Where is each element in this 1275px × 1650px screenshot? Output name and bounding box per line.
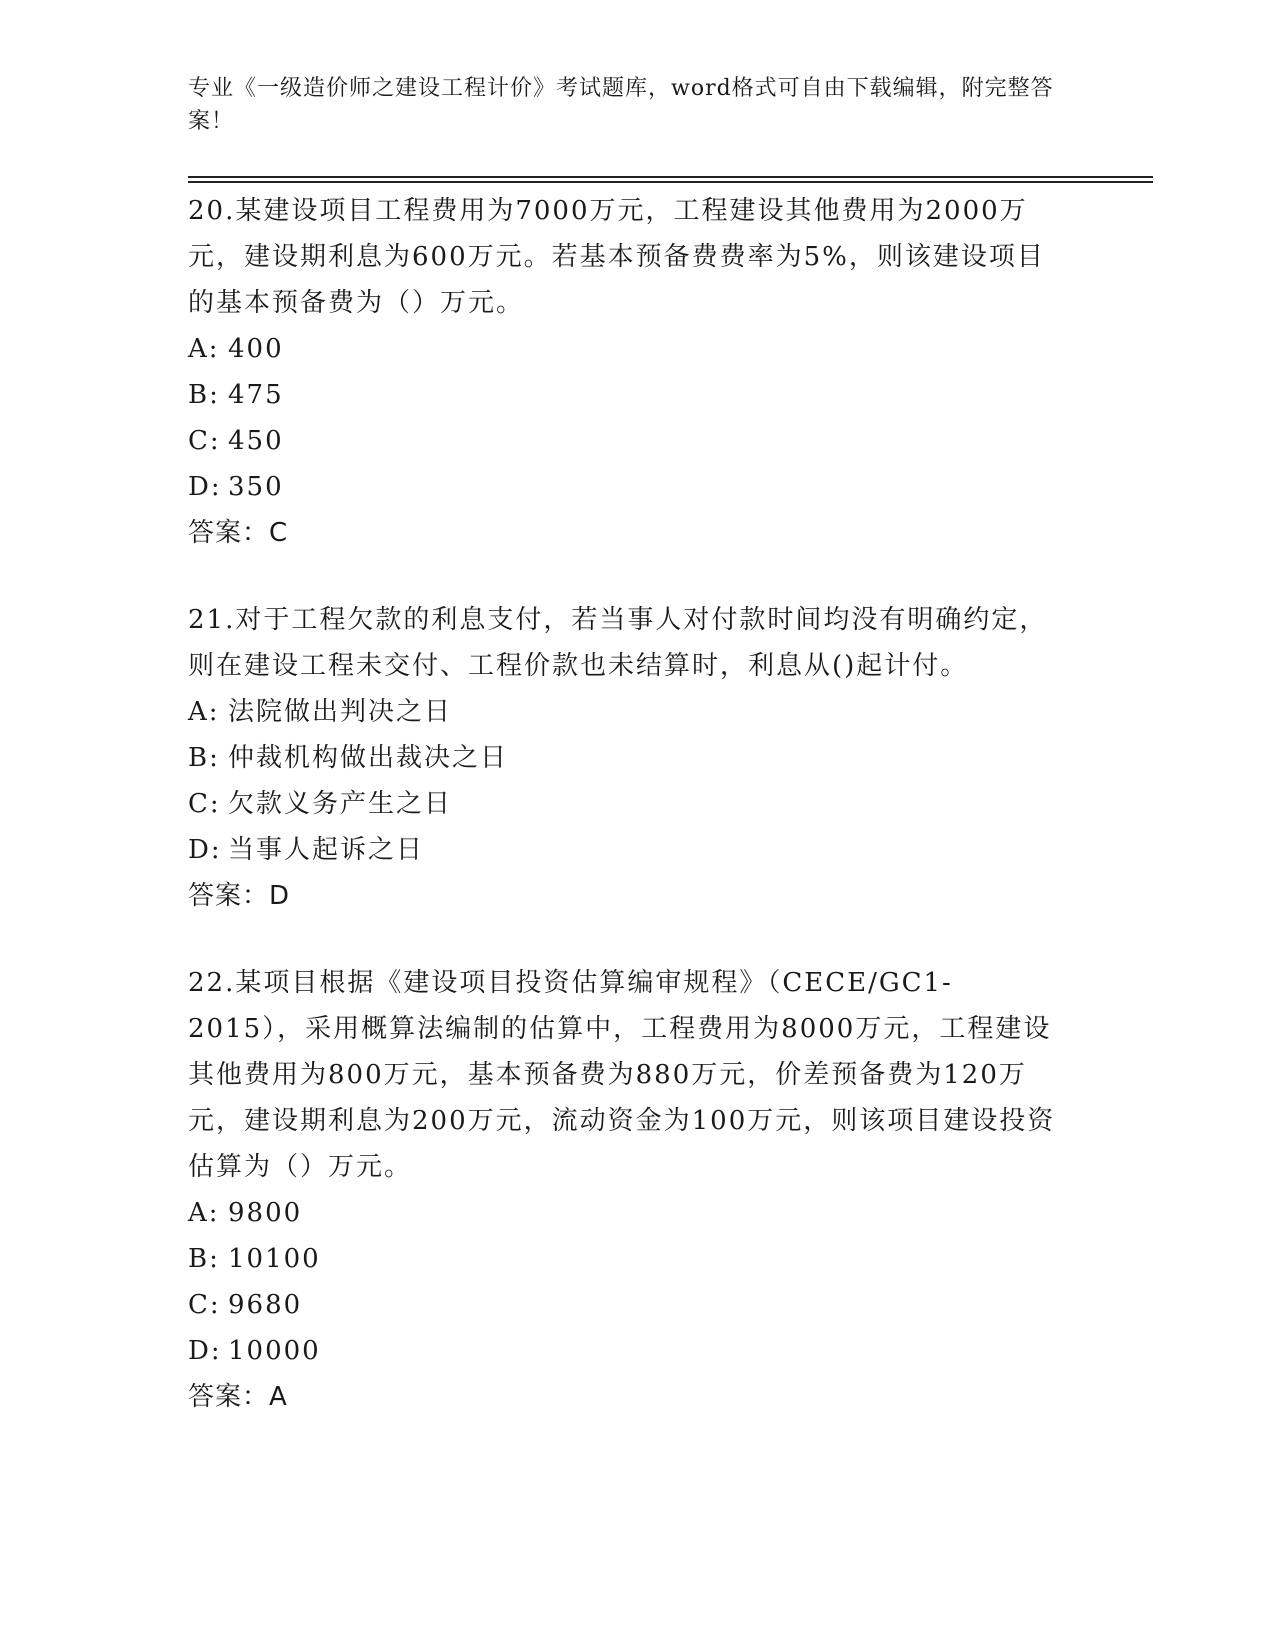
option-text: 450 — [228, 426, 284, 456]
option-b — [188, 1236, 1068, 1282]
question-stem: 20.某建设项目工程费用为7000万元，工程建设其他费用为2000万元，建设期利息为600万元。若基本预备费费率为5%，则该建设项目的基本预备费为（）万元。 — [188, 196, 1045, 318]
question-22 — [188, 960, 1068, 1420]
answer-value: D — [269, 881, 291, 911]
option-letter: D: — [188, 835, 222, 865]
option-text: 当事人起诉之日 — [228, 835, 425, 865]
question-20 — [188, 188, 1068, 556]
question-stem: 21.对于工程欠款的利息支付，若当事人对付款时间均没有明确约定，则在建设工程未交付、工程价款也未结算时，利息从()起计付。 — [188, 605, 1048, 681]
document-header-note: 专业《一级造价师之建设工程计价》考试题库，word格式可自由下载编辑，附完整答案！ — [188, 76, 1054, 134]
question-stem: 22.某项目根据《建设项目投资估算编审规程》（CECE/GC1-2015），采用概算法编制的估算中，工程费用为8000万元，工程建设其他费用为800万元，基本预备费为880万元，价差预备费为120万元，建设期利息为200万元，流动资金为100万元，则该项目建设投资估算为（）万元。 — [188, 968, 1056, 1182]
answer-line — [188, 873, 1068, 919]
option-letter: A: — [188, 697, 220, 727]
option-d — [188, 827, 1068, 873]
option-text: 9800 — [228, 1198, 303, 1228]
option-text: 350 — [228, 472, 284, 502]
option-letter: D: — [188, 1336, 222, 1366]
answer-value: C — [269, 518, 289, 548]
answer-line — [188, 510, 1068, 556]
header-divider-top — [188, 176, 1153, 178]
option-d — [188, 464, 1068, 510]
option-c — [188, 1282, 1068, 1328]
option-text: 仲裁机构做出裁决之日 — [228, 743, 509, 773]
option-letter: A: — [188, 334, 220, 364]
header-divider-bottom — [188, 181, 1153, 183]
option-d — [188, 1328, 1068, 1374]
option-a — [188, 689, 1068, 735]
option-letter: C: — [188, 426, 221, 456]
answer-label: 答案： — [188, 1382, 270, 1412]
option-letter: B: — [188, 743, 220, 773]
option-letter: B: — [188, 380, 220, 410]
answer-value: A — [269, 1382, 288, 1412]
option-c — [188, 418, 1068, 464]
option-a — [188, 326, 1068, 372]
option-text: 475 — [228, 380, 284, 410]
option-b — [188, 735, 1068, 781]
option-letter: A: — [188, 1198, 220, 1228]
question-21 — [188, 597, 1068, 919]
option-text: 10000 — [228, 1336, 321, 1366]
answer-line — [188, 1374, 1068, 1420]
option-text: 9680 — [228, 1290, 303, 1320]
option-letter: D: — [188, 472, 222, 502]
option-letter: C: — [188, 789, 221, 819]
option-text: 法院做出判决之日 — [228, 697, 453, 727]
answer-label: 答案： — [188, 518, 270, 548]
option-a — [188, 1190, 1068, 1236]
option-letter: B: — [188, 1244, 220, 1274]
option-letter: C: — [188, 1290, 221, 1320]
option-b — [188, 372, 1068, 418]
answer-label: 答案： — [188, 881, 270, 911]
option-text: 10100 — [228, 1244, 321, 1274]
option-c — [188, 781, 1068, 827]
option-text: 400 — [228, 334, 284, 364]
option-text: 欠款义务产生之日 — [228, 789, 453, 819]
